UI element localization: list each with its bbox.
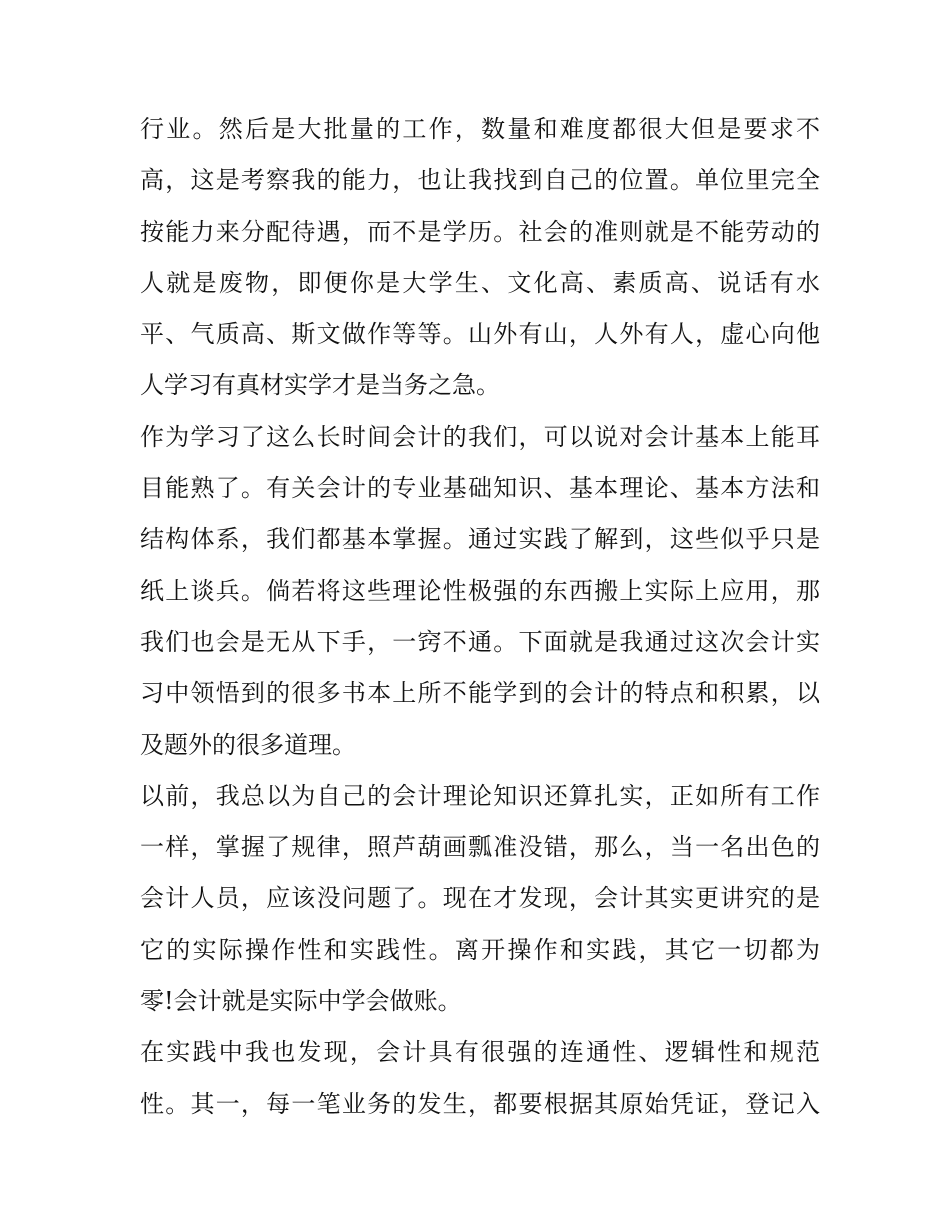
text-line: 平、气质高、斯文做作等等。山外有山，人外有人，虚心向他 <box>140 320 820 349</box>
text-line: 作为学习了这么长时间会计的我们，可以说对会计基本上能耳 <box>140 422 820 451</box>
text-line: 人就是废物，即便你是大学生、文化高、素质高、说话有水 <box>140 268 820 297</box>
text-line: 结构体系，我们都基本掌握。通过实践了解到，这些似乎只是 <box>140 525 820 554</box>
text-line: 按能力来分配待遇，而不是学历。社会的准则就是不能劳动的 <box>140 217 820 246</box>
text-line: 人学习有真材实学才是当务之急。 <box>140 371 500 400</box>
text-line: 高，这是考察我的能力，也让我找到自己的位置。单位里完全 <box>140 166 820 195</box>
text-line: 习中领悟到的很多书本上所不能学到的会计的特点和积累，以 <box>140 679 820 708</box>
text-line: 一样，掌握了规律，照芦葫画瓢准没错，那么，当一名出色的 <box>140 833 820 862</box>
text-line: 纸上谈兵。倘若将这些理论性极强的东西搬上实际上应用，那 <box>140 576 820 605</box>
text-line: 会计人员，应该没问题了。现在才发现，会计其实更讲究的是 <box>140 884 820 913</box>
text-line: 在实践中我也发现，会计具有很强的连通性、逻辑性和规范 <box>140 1038 820 1067</box>
text-line: 它的实际操作性和实践性。离开操作和实践，其它一切都为 <box>140 935 820 964</box>
text-line: 及题外的很多道理。 <box>140 730 356 759</box>
text-line: 以前，我总以为自己的会计理论知识还算扎实，正如所有工作 <box>140 781 820 810</box>
body-text <box>140 104 820 1130</box>
text-line: 目能熟了。有关会计的专业基础知识、基本理论、基本方法和 <box>140 474 820 503</box>
text-line: 行业。然后是大批量的工作，数量和难度都很大但是要求不 <box>140 115 820 143</box>
text-line: 零!会计就是实际中学会做账。 <box>140 987 462 1016</box>
text-line: 我们也会是无从下手，一窍不通。下面就是我通过这次会计实 <box>140 627 820 656</box>
text-line: 性。其一，每一笔业务的发生，都要根据其原始凭证，登记入 <box>140 1089 820 1118</box>
